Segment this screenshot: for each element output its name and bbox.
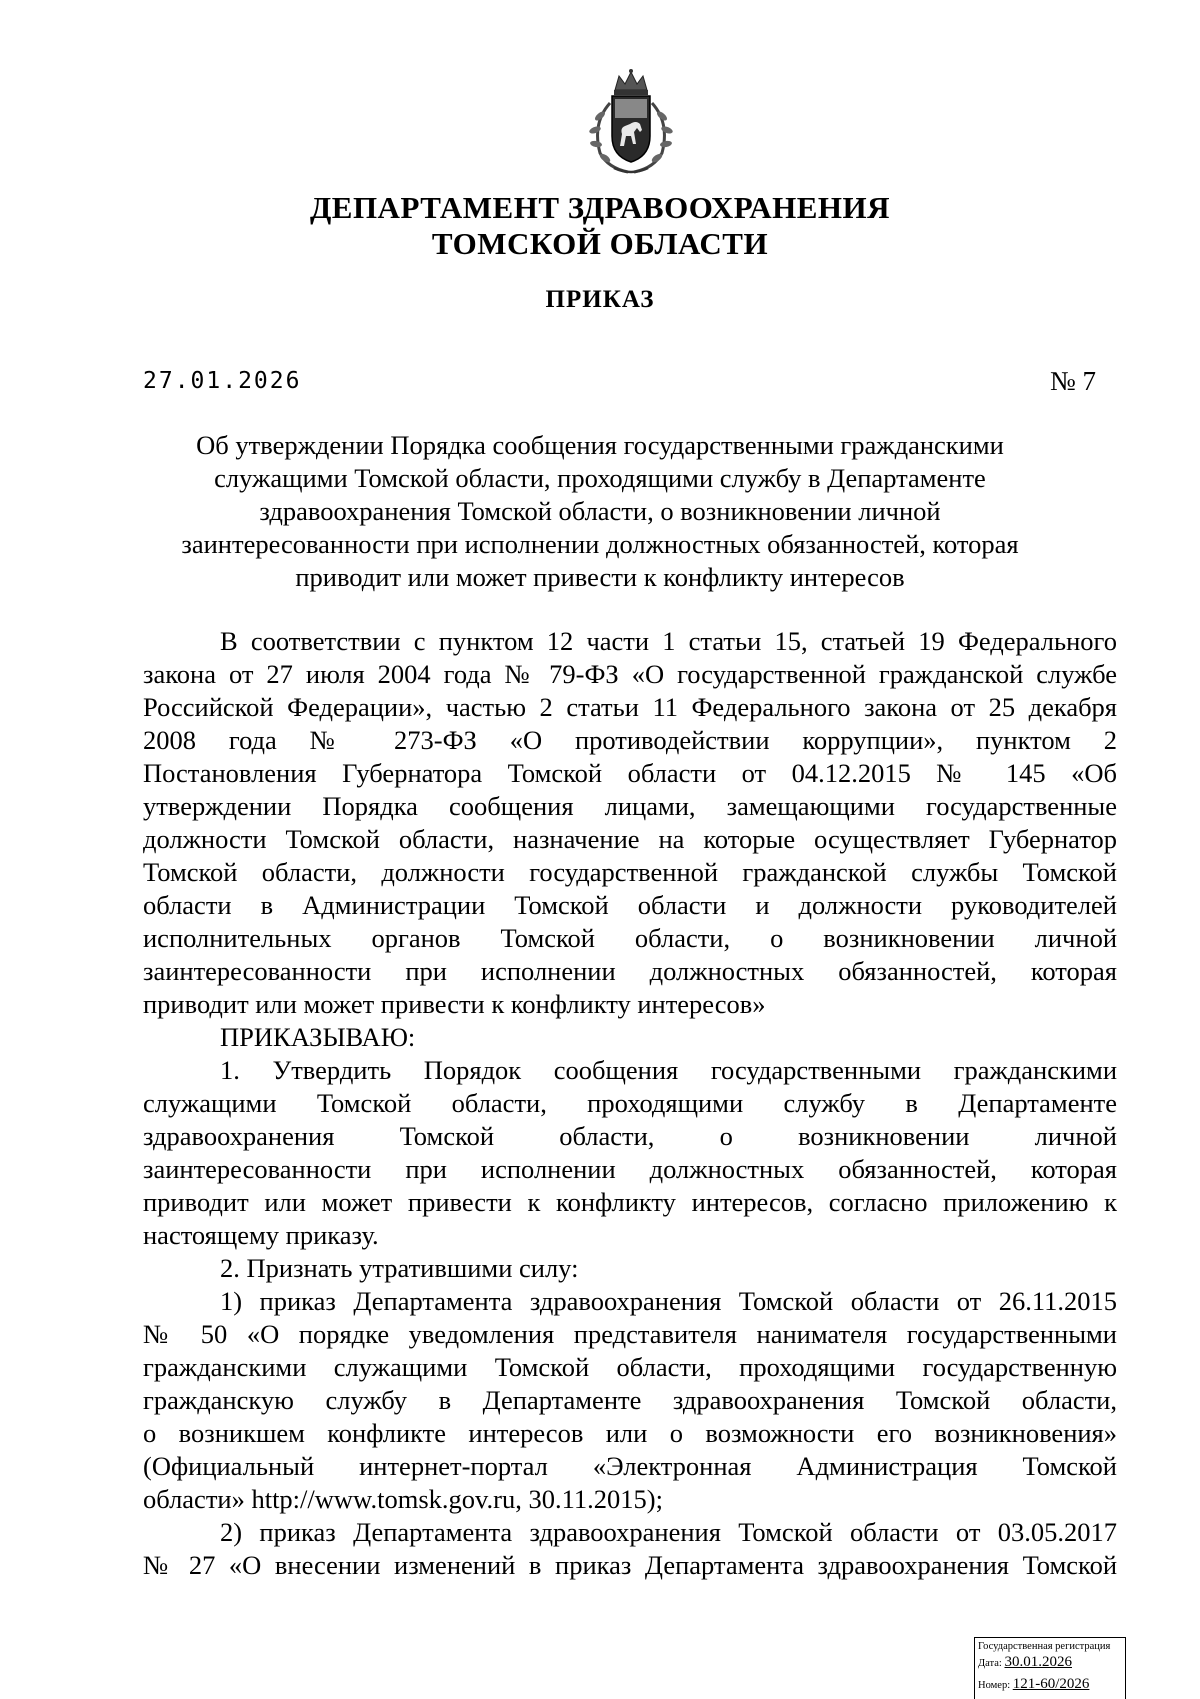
title-line: Об утверждении Порядка сообщения государственными гражданскими — [196, 430, 1004, 460]
body-line: гражданскими служащими Томской области, проходящими государственную — [143, 1352, 1117, 1382]
body-line: 1) приказ Департамента здравоохранения Томской области от 26.11.2015 — [220, 1286, 1117, 1316]
body-line: утверждении Порядка сообщения лицами, замещающими государственные — [143, 791, 1117, 821]
body-line: заинтересованности при исполнении должностных обязанностей, которая — [143, 1154, 1117, 1184]
body-line: здравоохранения Томской области, о возникновении личной — [143, 1121, 1117, 1151]
order-date: 27.01.2026 — [143, 368, 302, 394]
body-line: заинтересованности при исполнении должностных обязанностей, которая — [143, 956, 1117, 986]
body-line: служащими Томской области, проходящими службу в Департаменте — [143, 1088, 1117, 1118]
stamp-date-value: 30.01.2026 — [1004, 1654, 1072, 1670]
stamp-number-label: Номер: — [978, 1680, 1011, 1691]
body-line: настоящему приказу. — [143, 1220, 379, 1250]
stamp-heading: Государственная регистрация — [978, 1641, 1111, 1652]
body-line: области в Администрации Томской области и должности руководителей — [143, 890, 1117, 920]
body-line: Постановления Губернатора Томской области от 04.12.2015 № 145 «Об — [143, 758, 1117, 788]
stamp-date-row — [975, 1652, 1125, 1674]
organization-name-line-2: ТОМСКОЙ ОБЛАСТИ — [431, 226, 769, 261]
registration-stamp — [974, 1637, 1126, 1699]
body-line: № 27 «О внесении изменений в приказ Департамента здравоохранения Томской — [143, 1550, 1117, 1580]
title-line: заинтересованности при исполнении должностных обязанностей, которая — [181, 529, 1019, 559]
body-line: исполнительных органов Томской области, о возникновении личной — [143, 923, 1117, 953]
body-line: 1. Утвердить Порядок сообщения государственными гражданскими — [220, 1055, 1117, 1085]
body-line: приводит или может привести к конфликту интересов, согласно приложению к — [143, 1187, 1117, 1217]
body-line: гражданскую службу в Департаменте здравоохранения Томской области, — [143, 1385, 1117, 1415]
body-line: (Официальный интернет-портал «Электронная Администрация Томской — [143, 1451, 1117, 1481]
stamp-number-value: 121-60/2026 — [1012, 1676, 1090, 1692]
body-line: должности Томской области, назначение на которые осуществляет Губернатор — [143, 824, 1117, 854]
organization-name-line-1: ДЕПАРТАМЕНТ ЗДРАВООХРАНЕНИЯ — [309, 190, 891, 225]
body-line: 2) приказ Департамента здравоохранения Томской области от 03.05.2017 — [220, 1517, 1117, 1547]
body-line: Томской области, должности государственной гражданской службы Томской — [143, 857, 1117, 887]
order-directive: ПРИКАЗЫВАЮ: — [220, 1022, 416, 1052]
tomsk-oblast-coat-of-arms-icon — [570, 68, 692, 176]
body-line: приводит или может привести к конфликту интересов» — [143, 989, 766, 1019]
body-line: о возникшем конфликте интересов или о возможности его возникновения» — [143, 1418, 1117, 1448]
title-line: приводит или может привести к конфликту интересов — [295, 562, 905, 592]
title-line: здравоохранения Томской области, о возникновении личной — [259, 496, 941, 526]
body-line: Российской Федерации», частью 2 статьи 11 Федерального закона от 25 декабря — [143, 692, 1117, 722]
body-line: 2. Признать утратившими силу: — [220, 1253, 579, 1283]
body-line: № 50 «О порядке уведомления представителя нанимателя государственными — [143, 1319, 1117, 1349]
body-line: 2008 года № 273-ФЗ «О противодействии коррупции», пунктом 2 — [143, 725, 1117, 755]
body-line: В соответствии с пунктом 12 части 1 статьи 15, статьей 19 Федерального — [220, 626, 1117, 656]
stamp-date-label: Дата: — [978, 1658, 1002, 1669]
title-line: служащими Томской области, проходящими службу в Департаменте — [214, 463, 986, 493]
stamp-number-row — [975, 1674, 1125, 1696]
document-type: ПРИКАЗ — [545, 286, 655, 313]
body-line: закона от 27 июля 2004 года № 79-ФЗ «О государственной гражданской службе — [143, 659, 1117, 689]
order-number: № 7 — [1050, 366, 1097, 396]
body-line: области» http://www.tomsk.gov.ru, 30.11.2015); — [143, 1484, 663, 1514]
